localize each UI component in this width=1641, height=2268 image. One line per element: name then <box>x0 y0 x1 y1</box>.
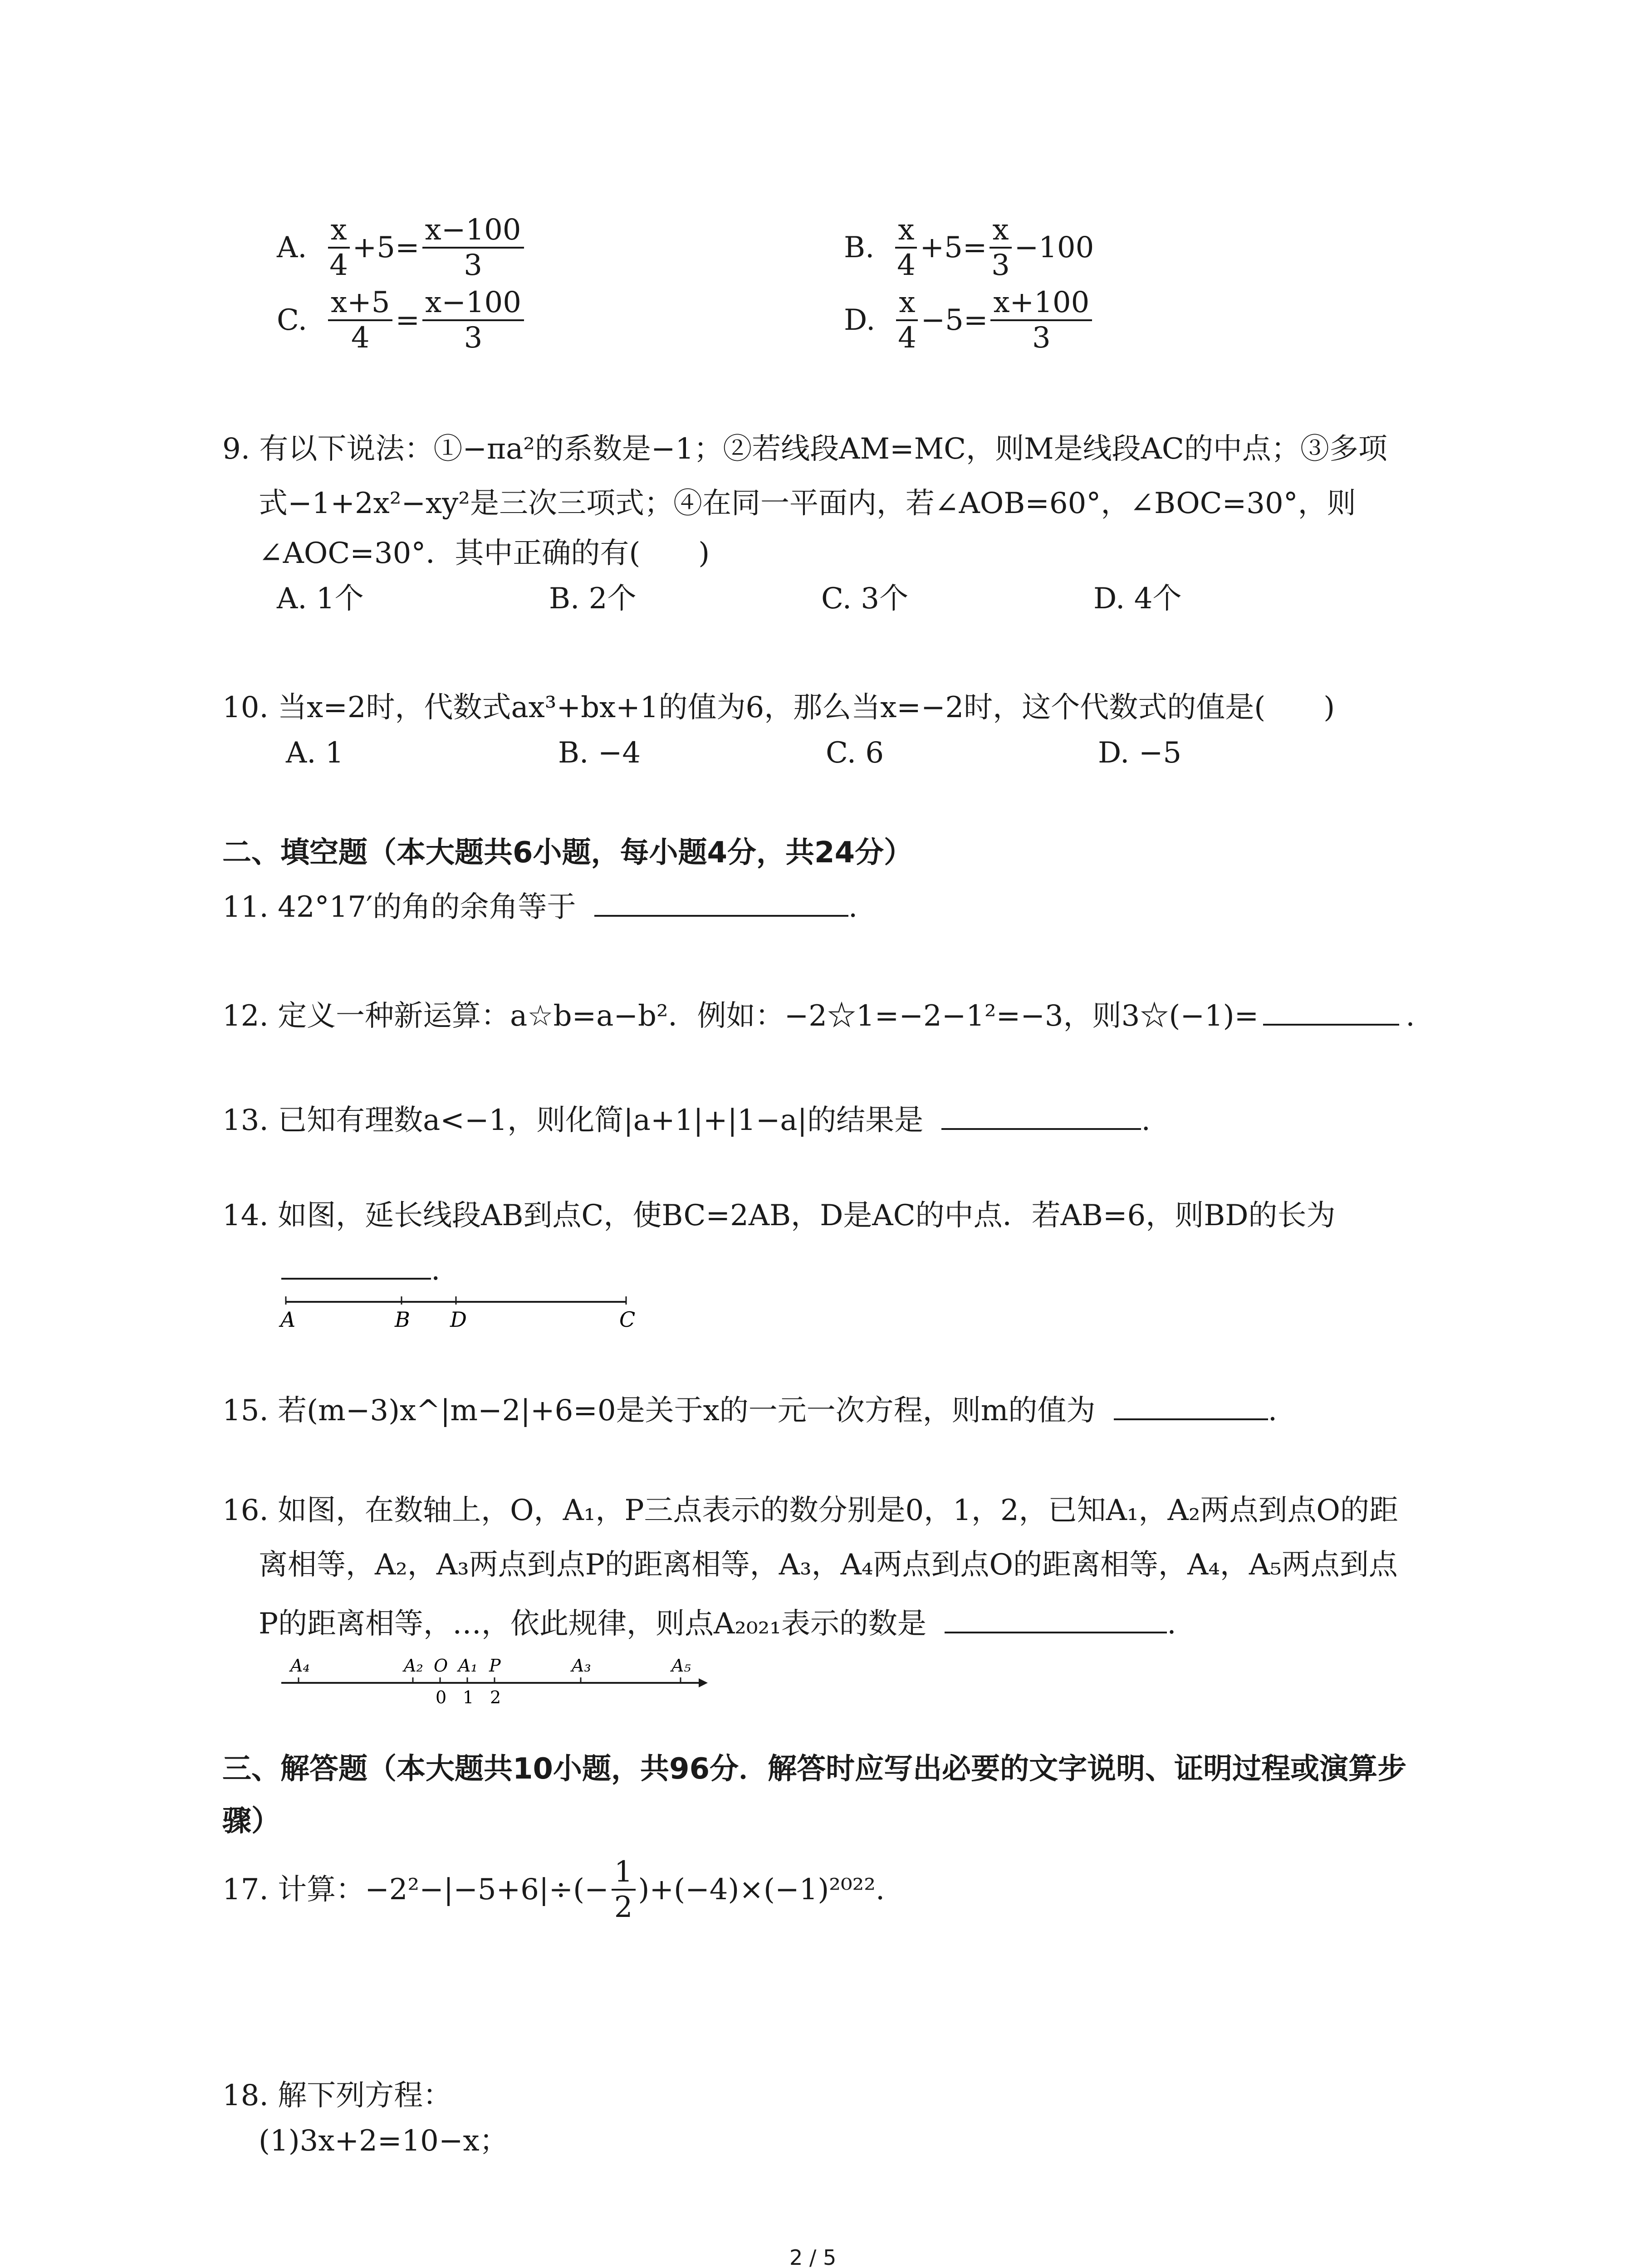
label-a1: A₁ <box>458 1656 478 1676</box>
label-p: P <box>489 1656 501 1676</box>
q18-line1: 18. 解下列方程： <box>222 2079 452 2112</box>
q8-option-a: A. $\frac{x}{4}$ +5= $\frac{x-100}{3}$ <box>277 213 527 282</box>
q15: 15. 若(m−3)x^|m−2|+6=0是关于x的一元一次方程，则m的值为 . <box>222 1394 1278 1427</box>
q9-option-c: C. 3个 <box>821 582 909 616</box>
answer-blank <box>941 1128 1141 1130</box>
q10-line1: 10. 当x=2时，代数式ax³+bx+1的值为6，那么当x=−2时，这个代数式的值是( ) <box>222 691 1335 724</box>
q8-option-c: C. $\frac{x+5}{4}$ = $\frac{x-100}{3}$ <box>277 286 527 355</box>
fraction: $\frac{x}{4}$ <box>895 213 917 282</box>
q14-blank-line: . <box>281 1252 440 1288</box>
q10-option-b: B. −4 <box>558 736 641 770</box>
label-a4: A₄ <box>290 1656 310 1676</box>
q9-option-b: B. 2个 <box>549 582 637 616</box>
q17: 17. 计算：−2²−|−5+6|÷(− $\frac{1}{2}$ )+(−4)×(−1)²⁰²². <box>222 1855 885 1924</box>
tick-label-2: 2 <box>490 1687 501 1707</box>
fraction: $\frac{x+100}{3}$ <box>990 286 1092 355</box>
q10-option-a: A. 1 <box>286 736 344 770</box>
section-3-heading-line1: 三、解答题（本大题共10小题，共96分．解答时应写出必要的文字说明、证明过程或演算步 <box>222 1752 1407 1786</box>
q8-option-b: B. $\frac{x}{4}$ +5= $\frac{x}{3}$ −100 <box>844 213 1094 282</box>
q18-line2: (1)3x+2=10−x； <box>259 2124 509 2158</box>
q12: 12. 定义一种新运算：a☆b=a−b²．例如：−2☆1=−2−1²=−3，则3☆(−1)= . <box>222 999 1415 1033</box>
fraction: $\frac{x}{4}$ <box>896 286 918 355</box>
point-a-label: A <box>280 1307 296 1332</box>
q13: 13. 已知有理数a<−1，则化简|a+1|+|1−a|的结果是 . <box>222 1104 1151 1137</box>
segment-figure <box>272 1288 644 1338</box>
q8-option-c-label: C. <box>277 303 308 337</box>
q10-option-c: C. 6 <box>826 736 884 770</box>
section-3-heading-line2: 骤） <box>222 1804 280 1838</box>
fraction: $\frac{x}{3}$ <box>989 213 1011 282</box>
q16-line2: 离相等，A₂，A₃两点到点P的距离相等，A₃，A₄两点到点O的距离相等，A₄，A₅两点到点 <box>259 1548 1398 1582</box>
q10-option-d: D. −5 <box>1098 736 1182 770</box>
q9-line2: 式−1+2x²−xy²是三次三项式；④在同一平面内，若∠AOB=60°，∠BOC=30°，则 <box>259 487 1356 520</box>
q16-line1: 16. 如图，在数轴上，O，A₁，P三点表示的数分别是0，1，2，已知A₁，A₂两点到点O的距 <box>222 1494 1398 1527</box>
point-b-label: B <box>395 1307 410 1332</box>
answer-blank <box>945 1632 1167 1633</box>
label-a3: A₃ <box>572 1656 591 1676</box>
q9-line3: ∠AOC=30°．其中正确的有( ) <box>259 537 710 570</box>
q8-option-d-label: D. <box>844 303 876 337</box>
q8-option-b-label: B. <box>844 231 875 264</box>
answer-blank <box>594 915 848 917</box>
label-a5: A₅ <box>671 1656 691 1676</box>
fraction: $\frac{1}{2}$ <box>612 1855 636 1924</box>
q8-option-d: D. $\frac{x}{4}$ −5= $\frac{x+100}{3}$ <box>844 286 1095 355</box>
fraction: $\frac{x+5}{4}$ <box>328 286 392 355</box>
tick-label-1: 1 <box>463 1687 474 1707</box>
q8-option-a-label: A. <box>277 231 307 264</box>
fraction: $\frac{x}{4}$ <box>328 213 350 282</box>
q14-line1: 14. 如图，延长线段AB到点C，使BC=2AB，D是AC的中点．若AB=6，则BD的长为 <box>222 1199 1336 1232</box>
q16-line3: P的距离相等，…，依此规律，则点A₂₀₂₁表示的数是 . <box>259 1607 1176 1641</box>
point-d-label: D <box>450 1307 467 1332</box>
q9-option-d: D. 4个 <box>1093 582 1182 616</box>
q11: 11. 42°17′的角的余角等于 . <box>222 890 858 924</box>
answer-blank <box>1263 1024 1399 1026</box>
answer-blank <box>281 1278 431 1280</box>
label-a2: A₂ <box>404 1656 423 1676</box>
section-2-heading: 二、填空题（本大题共6小题，每小题4分，共24分） <box>222 836 913 870</box>
tick-label-0: 0 <box>436 1687 447 1707</box>
answer-blank <box>1114 1418 1268 1420</box>
label-o: O <box>434 1656 448 1676</box>
point-c-label: C <box>619 1307 636 1332</box>
fraction: $\frac{x-100}{3}$ <box>422 286 524 355</box>
q9-line1: 9. 有以下说法：①−πa²的系数是−1；②若线段AM=MC，则M是线段AC的中点；③多项 <box>222 432 1387 466</box>
q9-option-a: A. 1个 <box>277 582 364 616</box>
number-line-figure <box>272 1651 717 1715</box>
page-number: 2 / 5 <box>789 2245 837 2268</box>
fraction: $\frac{x-100}{3}$ <box>422 213 524 282</box>
